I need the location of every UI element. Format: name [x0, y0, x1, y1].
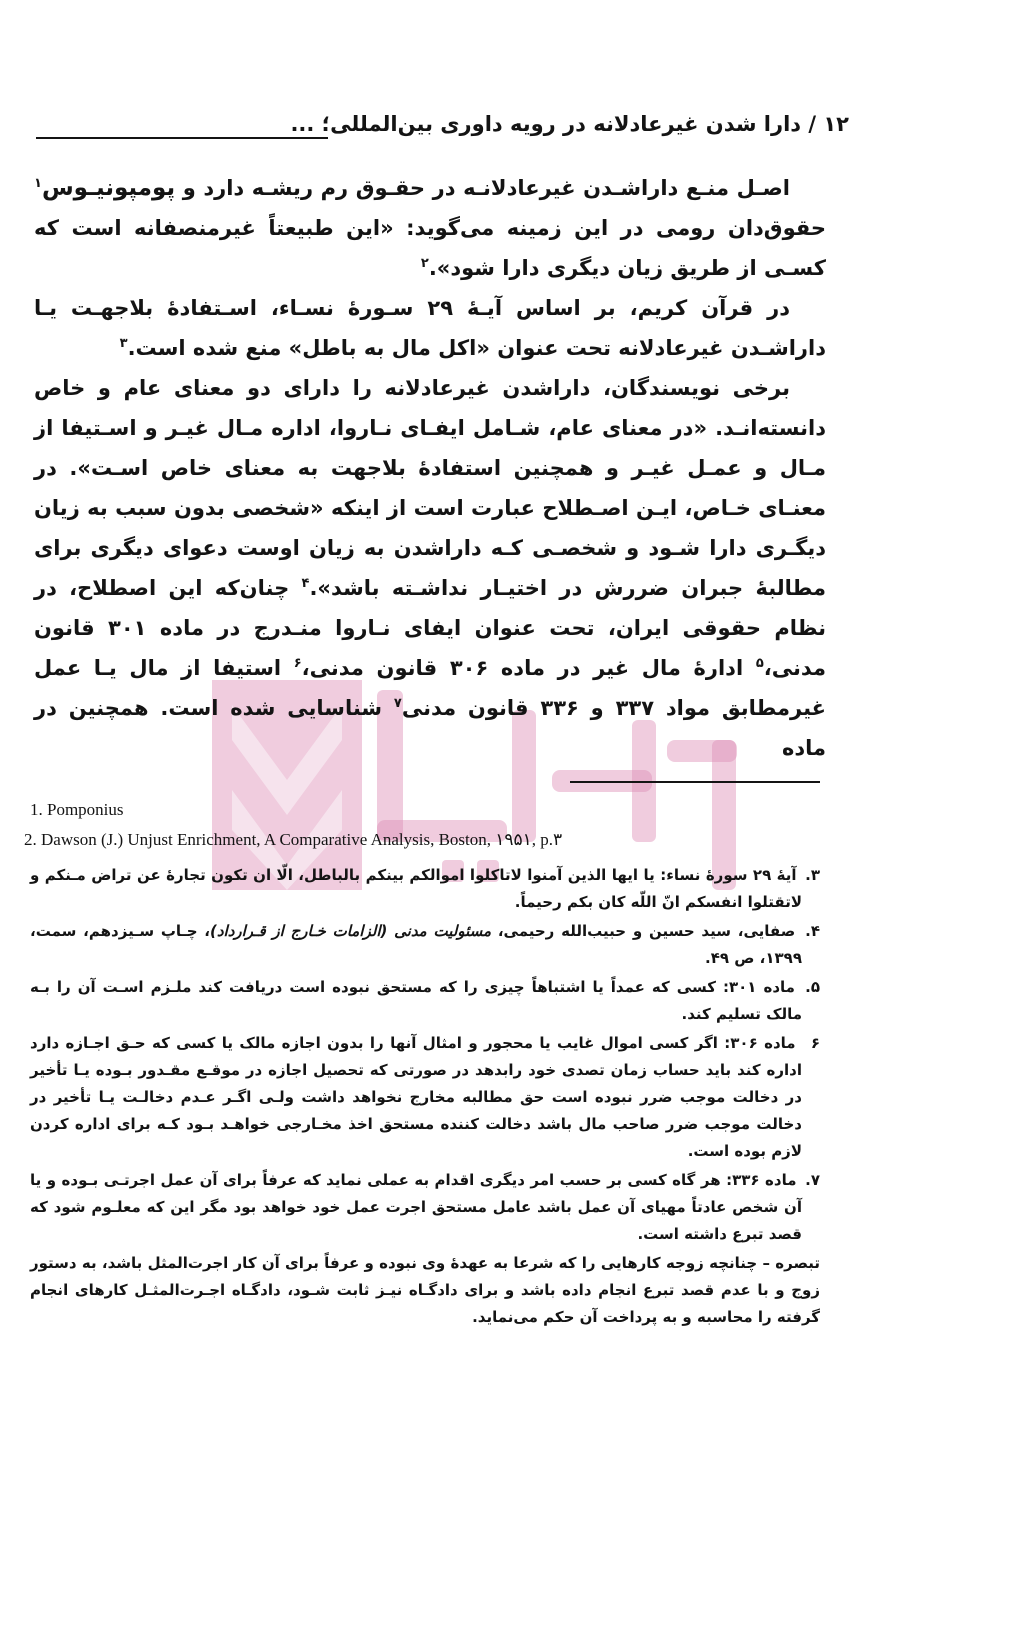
paragraph-1: اصـل منـع داراشـدن غیرعادلانـه در حقـوق رم ریشـه دارد و پومپونیـوس$^۱$ حقوق‌دان رومی در این زمینه می‌گوید: «این طبیعتاً غیرمنصفانه است که کسـی از طریق زیان دیگری دارا شود».$^۲$ [34, 175, 826, 280]
footnote-4: ۴. صفایی، سید حسین و حبیب‌الله رحیمی، مسئولیت مدنی (الزامات خـارج از قـرارداد)، چـاپ سـیزدهم، سمت، ۱۳۹۹، ص ۴۹. [30, 918, 820, 972]
footnote-5: ۵. ماده ۳۰۱: کسی که عمداً یا اشتباهاً چیزی را که مستحق نبوده است دریافت کند ملـزم اسـت آن را بـه مالک تسلیم کند. [30, 974, 820, 1028]
footnote-rule [570, 781, 820, 783]
emphasized-name: پومپونیـوس [41, 175, 176, 201]
footnote-7-note: تبصره – چنانچه زوجه کارهایی را که شرعا به عهدهٔ وی نبوده و عرفاً برای آن کار اجرت‌المثل باشد، به دستور زوج و با عدم قصد تبرع انجام داده باشد و برای دادگـاه نیـز ثابت شـود، دادگـاه اجـرت‌المثـل کارهای انجام گرفته را محاسبه و به پرداخت آن حکم می‌نماید. [30, 1254, 820, 1326]
running-header: ۱۲ / دارا شدن غیرعادلانه در رویه داوری بین‌المللی؛ ... [290, 112, 849, 136]
footnote-latin-1: 1. Pomponius [30, 800, 124, 819]
footnote-number: ۶ [810, 1034, 820, 1052]
paragraph-2: در قرآن کریم، بر اساس آیـهٔ ۲۹ سـورهٔ نسـاء، اسـتفادهٔ بلاجهـت یـا داراشـدن غیرعادلانه تحت عنوان «اکل مال به باطل» منع شده است.$^۳$ [34, 296, 826, 360]
footnote-number: ۷. [805, 1171, 820, 1189]
footnote-number: ۴. [805, 922, 820, 940]
footnote-latin-2: 2. Dawson (J.) Unjust Enrichment, A Comparative Analysis, Boston, ۱۹۵۱, p.۳ [24, 830, 563, 849]
footnote-ref: ۲ [420, 256, 429, 271]
paragraph-3: برخی نویسندگان، داراشدن غیرعادلانه را دارای دو معنای عام و خاص دانسته‌انـد. «در معنای عام، شـامل ایفـای نـاروا، اداره مـال غیـر و اسـتیفا از مـال و عمـل غیـر و همچنین استفادهٔ بلاجهت به معنای خاص اسـت». در معنـای خـاص، ایـن اصـطلاح عبارت است از اینکه «شخصی بدون سبب به زیان دیگـری دارا شـود و شخصـی کـه داراشدن به زیان اوست دعوای دیگری برای مطالبهٔ جبران ضررش در اختیـار نداشـته باشد».$^۴$ چنان‌که این اصطلاح، در نظام حقوقی ایران، تحت عنوان ایفای نـاروا منـدرج در ماده ۳۰۱ قانون مدنی،$^۵$ ادارهٔ مال غیر در ماده ۳۰۶ قانون مدنی،$^۶$ استیفا از مال یـا عمل غیرمطابق مواد ۳۳۷ و ۳۳۶ قانون مدنی$^۷$ شناسایی شده است. همچنین در ماده [34, 376, 827, 760]
footnote-6: ۶ ماده ۳۰۶: اگر کسی اموال غایب یا محجور و امثال آنها را بدون اجازه مالک یا کسی که حـق اجـازه دارد اداره کند باید حساب زمان تصدی خود رابدهد در صورتی که تحصیل اجازه در موقـع مقـدور بـوده یـا تأخیر در دخالت موجب ضرر نبوده است حق مطالبه مخارج نخواهد داشت ولـی اگـر عـدم دخالـت یـا تأخیر در دخالت موجب ضرر صاحب مال باشد دخالت کننده مستحق اخذ مخـارجی خواهـد بـود کـه برای اداره کردن لازم بوده است. [30, 1030, 820, 1165]
footnote-ref: ۴ [301, 576, 310, 591]
footnote-ref: ۳ [119, 336, 128, 351]
footnote-ref: ۱ [34, 176, 42, 191]
book-title: مسئولیت مدنی (الزامات خـارج از قـرارداد) [210, 922, 492, 940]
footnote-number: ۵. [805, 978, 821, 996]
footnote-ref: ۵ [755, 656, 764, 671]
footnote-ref: ۶ [293, 656, 302, 671]
footnotes-persian [30, 862, 820, 1331]
footnote-ref: ۷ [393, 696, 402, 711]
header-rule [36, 137, 328, 139]
footnote-3: ۳. آیهٔ ۲۹ سورهٔ نساء: یا ایها الذین آمنوا لاتاکلوا اموالکم بینکم بالباطل، الّا ان تکون تجارهٔ عن تراض مـنکم و لاتقتلوا انفسکم انّ اللّه کان بکم رحیماً. [30, 862, 820, 916]
main-text [34, 168, 826, 768]
footnote-number: ۳. [805, 866, 820, 884]
footnote-7: ۷. ماده ۳۳۶: هر گاه کسی بر حسب امر دیگری اقدام به عملی نماید که عرفاً برای آن عمل اجرتـی بـوده و یا آن شخص عادتاً مهیای آن عمل باشد عامل مستحق اجرت عمل خود خواهد بود مگر این که معلـوم شود که قصد تبرع داشته است. [30, 1167, 820, 1248]
